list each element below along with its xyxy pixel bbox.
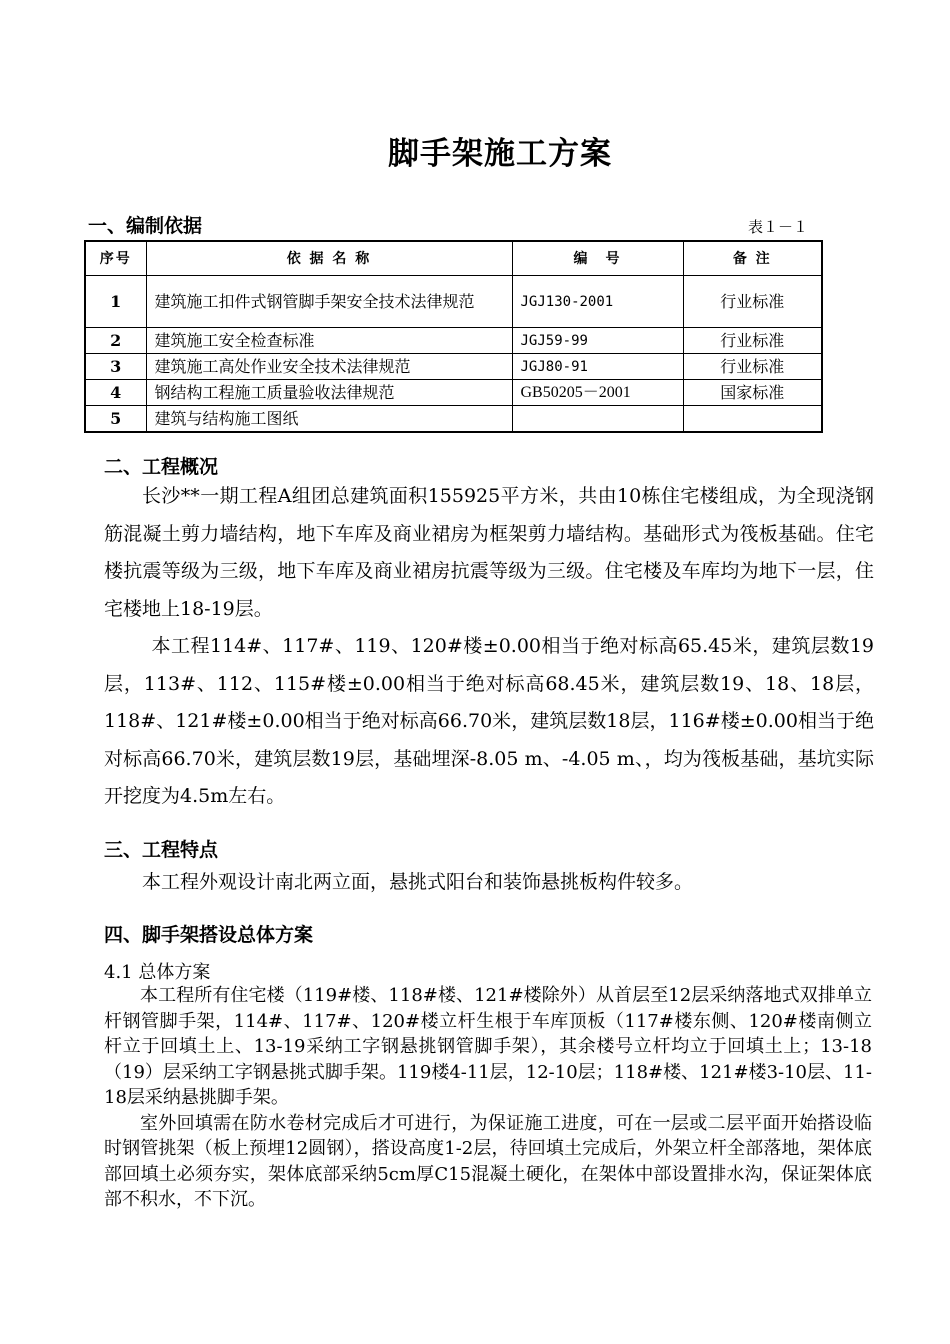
row-note: 行业标准 xyxy=(683,328,822,354)
row-no: 5 xyxy=(85,406,146,433)
plan-paragraph-2: 室外回填需在防水卷材完成后才可进行，为保证施工进度，可在一层或二层平面开始搭设临时钢管挑架（板上预埋12圆钢），搭设高度1-2层，待回填土完成后，外架立杆全部落地，架体底部回填土必须夯实，架体底部采纳5cm厚C15混凝土硬化，在架体中部设置排水沟，保证架体底部不积水，不下沉。 xyxy=(104,1112,872,1210)
table-row xyxy=(85,354,822,380)
table-label: 表１－１ xyxy=(748,218,809,236)
overview-body xyxy=(104,478,874,816)
row-no: 4 xyxy=(85,380,146,406)
plan-body xyxy=(104,983,872,1213)
section-heading-basis: 一、编制依据 xyxy=(88,215,203,237)
table-header-row xyxy=(85,241,822,276)
header-note: 备 注 xyxy=(683,241,822,276)
plan-paragraph-1: 本工程所有住宅楼（119#楼、118#楼、121#楼除外）从首层至12层采纳落地式双排单立杆钢管脚手架，114#、117#、120#楼立杆生根于车库顶板（117#楼东侧、120#楼南侧立杆立于回填土上、13-19采纳工字钢悬挑钢管脚手架），其余楼号立杆均立于回填土上；13-18（19）层采纳工字钢悬挑式脚手架。119楼4-11层，12-10层；118#楼、121#楼3-10层、11-18层采纳悬挑脚手架。 xyxy=(104,985,872,1108)
row-note: 行业标准 xyxy=(683,276,822,328)
table-row xyxy=(85,276,822,328)
row-name: 建筑施工安全检查标准 xyxy=(146,328,512,354)
header-name: 依 据 名 称 xyxy=(146,241,512,276)
row-code xyxy=(512,406,683,433)
features-paragraph-1: 本工程外观设计南北两立面，悬挑式阳台和装饰悬挑板构件较多。 xyxy=(142,871,694,893)
overview-paragraph-2: 本工程114#、117#、119、120#楼±0.00相当于绝对标高65.45米，建筑层数19层，113#、112、115#楼±0.00相当于绝对标高68.45米，建筑层数19、18、18层，118#、121#楼±0.00相当于绝对标高66.70米，建筑层数18层，116#楼±0.00相当于绝对标高66.70米，建筑层数19层，基础埋深-8.05 m、-4.05 m、，均为筏板基础，基坑实际开挖度为4.5m左右。 xyxy=(104,635,874,807)
document-title: 脚手架施工方案 xyxy=(388,136,612,172)
row-note: 国家标准 xyxy=(683,380,822,406)
row-code: JGJ80-91 xyxy=(512,354,683,380)
row-no: 2 xyxy=(85,328,146,354)
section-heading-features: 三、工程特点 xyxy=(104,839,219,861)
row-name: 建筑与结构施工图纸 xyxy=(146,406,512,433)
header-code: 编 号 xyxy=(512,241,683,276)
row-name: 建筑施工扣件式钢管脚手架安全技术法律规范 xyxy=(146,276,512,328)
row-code: JGJ130-2001 xyxy=(512,276,683,328)
section-heading-plan: 四、脚手架搭设总体方案 xyxy=(104,924,314,946)
basis-table xyxy=(84,240,823,433)
section-heading-overview: 二、工程概况 xyxy=(104,456,219,478)
row-name: 钢结构工程施工质量验收法律规范 xyxy=(146,380,512,406)
table-row xyxy=(85,328,822,354)
row-no: 3 xyxy=(85,354,146,380)
features-body xyxy=(104,864,874,902)
row-code: GB50205－2001 xyxy=(512,380,683,406)
table-row xyxy=(85,380,822,406)
row-code: JGJ59-99 xyxy=(512,328,683,354)
header-no: 序号 xyxy=(85,241,146,276)
subsection-heading: 4.1 总体方案 xyxy=(104,962,211,983)
row-note xyxy=(683,406,822,433)
row-note: 行业标准 xyxy=(683,354,822,380)
overview-paragraph-1: 长沙**一期工程A组团总建筑面积155925平方米，共由10栋住宅楼组成，为全现浇钢筋混凝土剪力墙结构，地下车库及商业裙房为框架剪力墙结构。基础形式为筏板基础。住宅楼抗震等级为三级，地下车库及商业裙房抗震等级为三级。住宅楼及车库均为地下一层，住宅楼地上18-19层。 xyxy=(104,485,874,620)
row-no: 1 xyxy=(85,276,146,328)
table-row xyxy=(85,406,822,433)
row-name: 建筑施工高处作业安全技术法律规范 xyxy=(146,354,512,380)
